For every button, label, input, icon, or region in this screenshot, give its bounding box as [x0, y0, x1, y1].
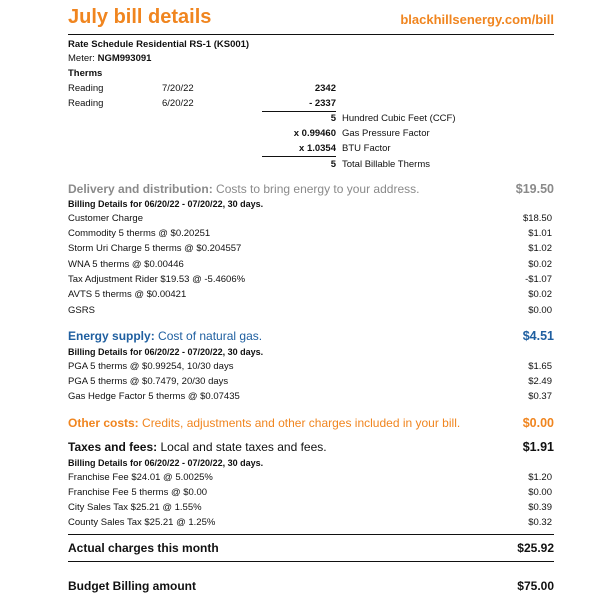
line-item: AVTS 5 therms @ $0.00421 $0.02	[68, 289, 552, 300]
calc-desc: Gas Pressure Factor	[342, 128, 430, 139]
delivery-amount: $19.50	[515, 182, 554, 196]
line-item: Storm Uri Charge 5 therms @ $0.204557 $1.02	[68, 243, 552, 254]
reading-date: 6/20/22	[162, 98, 194, 109]
calc-value: 5	[330, 113, 336, 124]
totals-divider	[68, 534, 554, 535]
calc-value: x 0.99460	[293, 128, 336, 139]
reading-date: 7/20/22	[162, 83, 194, 94]
calc-underline	[262, 156, 336, 157]
other-section-header	[68, 416, 554, 432]
calc-value: x 1.0354	[299, 143, 336, 154]
line-item: GSRS $0.00	[68, 305, 552, 316]
line-item: WNA 5 therms @ $0.00446 $0.02	[68, 259, 552, 270]
reading-label: Reading	[68, 98, 104, 109]
line-item: Commodity 5 therms @ $0.20251 $1.01	[68, 228, 552, 239]
line-item: County Sales Tax $25.21 @ 1.25% $0.32	[68, 517, 552, 528]
line-item: Franchise Fee 5 therms @ $0.00 $0.00	[68, 487, 552, 498]
other-heading: Other costs: Credits, adjustments and other charges included in your bill.	[68, 416, 461, 430]
therms-label: Therms	[68, 68, 103, 79]
actual-charges-row	[68, 541, 554, 557]
taxes-section-header	[68, 440, 554, 456]
page-title: July bill details	[68, 6, 212, 28]
reading-value: 2342	[314, 83, 336, 94]
budget-billing-label: Budget Billing amount	[68, 579, 196, 593]
supply-billing-details: Billing Details for 06/20/22 - 07/20/22, 30 days.	[68, 347, 264, 357]
bill-header	[68, 6, 554, 32]
website-link[interactable]: blackhillsenergy.com/bill	[400, 12, 554, 27]
other-amount: $0.00	[522, 416, 554, 430]
budget-billing-row	[68, 579, 554, 595]
calc-desc: Total Billable Therms	[342, 159, 431, 170]
taxes-heading: Taxes and fees: Local and state taxes and fees.	[68, 440, 327, 454]
line-item: Customer Charge $18.50	[68, 213, 552, 224]
delivery-heading: Delivery and distribution: Costs to bring energy to your address.	[68, 182, 420, 196]
meter-line	[68, 53, 151, 65]
line-item: Gas Hedge Factor 5 therms @ $0.07435 $0.37	[68, 391, 552, 402]
line-item: PGA 5 therms @ $0.7479, 20/30 days $2.49	[68, 376, 552, 387]
line-item: Tax Adjustment Rider $19.53 @ -5.4606% -$1.07	[68, 274, 552, 285]
calc-value: 5	[330, 159, 336, 170]
line-item: PGA 5 therms @ $0.99254, 10/30 days $1.65	[68, 361, 552, 372]
delivery-billing-details: Billing Details for 06/20/22 - 07/20/22, 30 days.	[68, 199, 264, 209]
meter-label: Meter:	[68, 53, 95, 64]
meter-number: NGM993091	[97, 53, 152, 64]
supply-amount: $4.51	[522, 329, 554, 343]
line-item: City Sales Tax $25.21 @ 1.55% $0.39	[68, 502, 552, 513]
supply-section-header	[68, 329, 554, 345]
reading-underline	[262, 111, 336, 112]
rate-schedule: Rate Schedule Residential RS-1 (KS001)	[68, 39, 250, 50]
line-item: Franchise Fee $24.01 @ 5.0025% $1.20	[68, 472, 552, 483]
reading-label: Reading	[68, 83, 104, 94]
supply-heading: Energy supply: Cost of natural gas.	[68, 329, 263, 343]
reading-value: - 2337	[309, 98, 336, 109]
header-divider	[68, 34, 554, 35]
calc-desc: BTU Factor	[342, 143, 391, 154]
calc-desc: Hundred Cubic Feet (CCF)	[342, 113, 456, 124]
delivery-section-header	[68, 182, 554, 198]
taxes-amount: $1.91	[522, 440, 554, 454]
budget-billing-amount: $75.00	[517, 579, 554, 593]
actual-charges-amount: $25.92	[517, 541, 554, 555]
taxes-billing-details: Billing Details for 06/20/22 - 07/20/22, 30 days.	[68, 458, 264, 468]
actual-charges-label: Actual charges this month	[68, 541, 219, 555]
totals-divider	[68, 561, 554, 562]
